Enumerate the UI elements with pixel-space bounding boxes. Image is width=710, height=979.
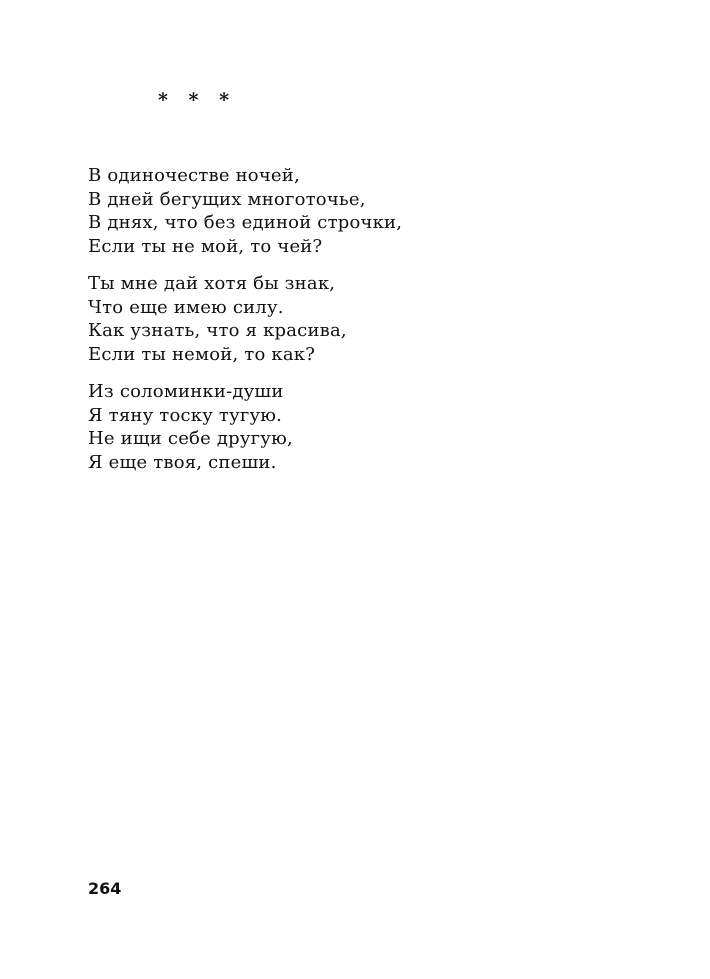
poem-line: Что еще имею силу. (88, 296, 284, 318)
stanza-3 (88, 380, 648, 474)
poem-line: Не ищи себе другую, (88, 428, 293, 449)
poem-line: Если ты немой, то как? (88, 343, 316, 365)
poem-line: В днях, что без единой строчки, (88, 212, 403, 233)
poem-line: Если ты не мой, то чей? (88, 235, 323, 257)
poem-line: В дней бегущих многоточье, (88, 188, 366, 210)
poem-line: Я еще твоя, спеши. (88, 451, 277, 473)
poem-line: Из соломинки-души (88, 381, 284, 402)
stanza-2 (88, 272, 648, 366)
poem (88, 164, 648, 488)
poem-line: Я тяну тоску тугую. (88, 404, 283, 426)
poem-line: Ты мне дай хотя бы знак, (88, 273, 336, 294)
page-number: 264 (88, 879, 122, 898)
section-separator: * * * (158, 89, 237, 111)
stanza-1 (88, 164, 648, 258)
poem-line: В одиночестве ночей, (88, 165, 300, 186)
poem-line: Как узнать, что я красива, (88, 320, 347, 341)
